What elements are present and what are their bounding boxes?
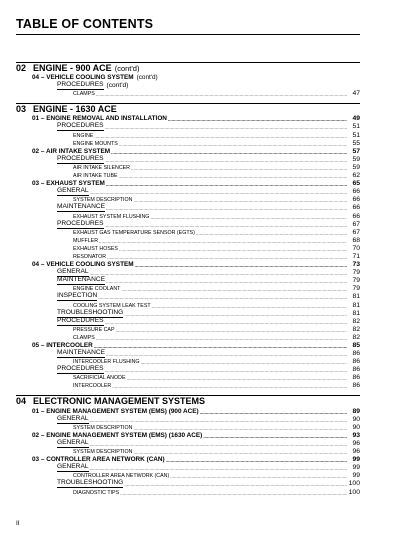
dot-leader [127, 376, 348, 382]
toc-entry-text [73, 229, 348, 237]
toc-entry-text [57, 220, 348, 229]
dot-leader [133, 450, 347, 456]
toc-entry-page: 68 [352, 236, 360, 244]
toc-entry-page: 81 [352, 309, 360, 317]
toc-entry-text [73, 172, 348, 180]
toc-entry-page: 86 [352, 382, 360, 390]
toc-entry-page: 49 [352, 115, 360, 123]
toc-entry[interactable] [16, 440, 360, 448]
toc-entry-text [57, 292, 348, 301]
toc-entry[interactable] [16, 464, 360, 472]
toc-entry-text [57, 479, 348, 488]
dot-leader [119, 142, 347, 148]
toc-entry-label: GENERAL [57, 268, 89, 276]
toc-entry-text [73, 374, 348, 382]
section-heading[interactable] [16, 103, 360, 115]
toc-entry-continued: (cont'd) [106, 82, 129, 90]
section-title: ENGINE - 900 ACE [33, 63, 112, 73]
toc-entry-page: 65 [352, 180, 360, 188]
toc-entry-page: 85 [352, 342, 360, 349]
toc-entry-label: MAINTENANCE [57, 276, 105, 284]
toc-entry[interactable] [16, 229, 360, 237]
toc-entry-label: RESONATOR [73, 253, 107, 260]
dot-leader [105, 158, 347, 164]
toc-entry-page: 81 [352, 301, 360, 309]
toc-entry-label: AIR INTAKE SILENCER [73, 164, 131, 171]
toc-entry-text [73, 245, 348, 253]
toc-entry-label: PROCEDURES [57, 365, 104, 373]
toc-entry-page: 51 [352, 131, 360, 139]
table-of-contents [16, 62, 360, 497]
toc-entry-text [57, 317, 348, 326]
toc-entry-label: ENGINE MOUNTS [73, 140, 118, 147]
toc-entry-text [57, 276, 348, 285]
toc-entry-text [57, 187, 348, 196]
toc-entry[interactable] [16, 382, 360, 390]
page-number: II [16, 520, 20, 527]
dot-leader [196, 231, 347, 237]
toc-entry-page: 86 [352, 374, 360, 382]
toc-section [16, 103, 360, 390]
dot-leader [116, 328, 347, 334]
toc-entry-label: EXHAUST GAS TEMPERATURE SENSOR (EGTS) [73, 229, 195, 236]
toc-entry-page: 70 [352, 244, 360, 252]
toc-entry[interactable] [16, 82, 360, 90]
toc-entry-page: 89 [352, 407, 360, 415]
toc-entry-page: 93 [352, 431, 360, 439]
toc-entry[interactable] [16, 334, 360, 342]
page-title: TABLE OF CONTENTS [16, 17, 154, 31]
toc-entry-label: MAINTENANCE [57, 349, 105, 357]
toc-entry-page: 73 [352, 261, 360, 269]
toc-entry[interactable] [16, 277, 360, 285]
section-number: 04 [16, 396, 27, 407]
dot-leader [105, 320, 347, 326]
toc-entry-page: 66 [352, 188, 360, 196]
toc-entry-page: 59 [352, 163, 360, 171]
toc-entry[interactable] [16, 237, 360, 245]
toc-entry-page: 66 [352, 204, 360, 212]
toc-entry-page: 82 [352, 333, 360, 341]
toc-entry-label: TROUBLESHOOTING [57, 479, 124, 487]
toc-entry-page: 57 [352, 147, 360, 155]
toc-section [16, 62, 360, 98]
toc-entry-page: 86 [352, 366, 360, 374]
toc-entry-page: 51 [352, 123, 360, 131]
toc-entry[interactable] [16, 424, 360, 432]
toc-entry-text [57, 122, 348, 131]
toc-entry-label: INTERCOOLER FLUSHING [73, 359, 140, 366]
toc-entry[interactable] [16, 156, 360, 164]
dot-leader [106, 279, 347, 285]
toc-entry-page: 55 [352, 139, 360, 147]
toc-entry-text [73, 424, 348, 432]
dot-leader [124, 482, 347, 488]
toc-entry-label: 04 – VEHICLE COOLING SYSTEM [32, 261, 134, 269]
toc-entry[interactable] [16, 172, 360, 180]
toc-entry-label: ENGINE COOLANT [73, 286, 121, 293]
toc-entry-text [57, 463, 348, 472]
toc-entry-page: 90 [352, 415, 360, 423]
toc-entry-continued: (cont'd) [136, 74, 158, 82]
toc-entry[interactable] [16, 366, 360, 374]
toc-entry-page: 79 [352, 285, 360, 293]
toc-entry-text [73, 253, 348, 261]
dot-leader [131, 166, 347, 172]
toc-entry-label: INTERCOOLER [73, 383, 112, 390]
toc-entry-page: 100 [348, 480, 360, 488]
toc-entry-page: 66 [352, 196, 360, 204]
toc-entry-label: PRESSURE CAP [73, 326, 115, 333]
toc-entry-page: 82 [352, 317, 360, 325]
toc-entry-page: 71 [352, 252, 360, 260]
toc-entry-label: AIR INTAKE TUBE [73, 173, 118, 180]
toc-entry-label: PROCEDURES [57, 154, 104, 162]
toc-entry-page: 67 [352, 228, 360, 236]
toc-entry[interactable] [16, 488, 360, 496]
toc-entry[interactable] [16, 374, 360, 382]
toc-entry-text [73, 140, 348, 148]
section-title: ELECTRONIC MANAGEMENT SYSTEMS [33, 396, 206, 407]
dot-leader [120, 491, 347, 497]
toc-entry-label: MAINTENANCE [57, 203, 105, 211]
toc-entry-page: 47 [352, 90, 360, 98]
toc-entry-label: CLAMPS [73, 334, 95, 341]
toc-entry-label: ENGINE [73, 132, 94, 139]
toc-entry[interactable] [16, 164, 360, 172]
toc-entry[interactable] [16, 416, 360, 424]
toc-entry-page: 86 [352, 358, 360, 366]
toc-entry[interactable] [16, 350, 360, 358]
toc-entry-label: PROCEDURES [57, 316, 104, 324]
toc-entry-text [57, 415, 348, 424]
dot-leader [98, 295, 347, 301]
section-number: 03 [16, 104, 27, 115]
toc-entry-text [57, 155, 348, 164]
dot-leader [99, 239, 347, 245]
toc-entry[interactable] [16, 204, 360, 212]
toc-entry-label: SYSTEM DESCRIPTION [73, 424, 133, 431]
toc-entry-page: 59 [352, 155, 360, 163]
toc-entry-label: 05 – INTERCOOLER [32, 342, 93, 349]
toc-entry-page: 66 [352, 212, 360, 220]
dot-leader [96, 336, 347, 342]
toc-entry-label: GENERAL [57, 438, 89, 446]
toc-entry-label: 03 – EXHAUST SYSTEM [32, 180, 105, 188]
toc-entry-text [73, 164, 348, 172]
toc-entry-label: 01 – ENGINE MANAGEMENT SYSTEM (EMS) (900 ACE) [32, 407, 199, 415]
title-divider [16, 34, 360, 35]
toc-entry-label: SYSTEM DESCRIPTION [73, 449, 133, 456]
dot-leader [106, 352, 347, 358]
dot-leader [105, 223, 347, 229]
toc-entry-label: CLAMPS [73, 91, 95, 98]
toc-entry-label: MUFFLER [73, 237, 99, 244]
toc-entry-text [57, 81, 348, 90]
toc-entry-label: GENERAL [57, 187, 89, 195]
dot-leader [96, 92, 347, 98]
toc-entry-page: 81 [352, 293, 360, 301]
dot-leader [90, 442, 347, 448]
dot-leader [107, 255, 347, 261]
toc-entry-label: PROCEDURES [57, 122, 104, 130]
toc-entry-page: 62 [352, 172, 360, 180]
dot-leader [90, 466, 347, 472]
toc-entry-text [57, 203, 348, 212]
toc-entry-label: EXHAUST HOSES [73, 245, 118, 252]
dot-leader [90, 190, 347, 196]
toc-entry-text [57, 365, 348, 374]
toc-entry-page: 96 [352, 448, 360, 456]
toc-entry-text [57, 439, 348, 448]
toc-entry-label: 02 – ENGINE MANAGEMENT SYSTEM (EMS) (1630 ACE) [32, 431, 203, 439]
toc-entry[interactable] [16, 123, 360, 131]
toc-entry[interactable] [16, 245, 360, 253]
toc-entry-label: PROCEDURES [57, 81, 104, 89]
dot-leader [119, 247, 347, 253]
toc-entry-page: 96 [352, 439, 360, 447]
toc-section [16, 395, 360, 496]
toc-entry[interactable] [16, 131, 360, 139]
dot-leader [112, 384, 347, 390]
toc-entry[interactable] [16, 318, 360, 326]
toc-entry[interactable] [16, 448, 360, 456]
toc-entry-text [73, 382, 348, 390]
toc-entry-page: 99 [352, 456, 360, 464]
toc-entry-label: PROCEDURES [57, 219, 104, 227]
toc-entry-text [73, 334, 348, 342]
toc-entry-label: 03 – CONTROLLER AREA NETWORK (CAN) [32, 456, 165, 464]
toc-entry-label: SYSTEM DESCRIPTION [73, 197, 133, 204]
dot-leader [119, 174, 347, 180]
dot-leader [133, 426, 347, 432]
toc-entry-label: 01 – ENGINE REMOVAL AND INSTALLATION [32, 115, 167, 123]
dot-leader [90, 418, 347, 424]
toc-entry-label: INSPECTION [57, 292, 98, 300]
toc-entry-label: CONTROLLER AREA NETWORK (CAN) [73, 473, 170, 480]
toc-entry-text [73, 326, 348, 334]
section-heading[interactable] [16, 62, 360, 74]
toc-entry[interactable] [16, 90, 360, 98]
toc-entry[interactable] [16, 293, 360, 301]
toc-entry-label: GENERAL [57, 414, 89, 422]
toc-entry-text [73, 448, 348, 456]
toc-entry-label: COOLING SYSTEM LEAK TEST [73, 302, 151, 309]
toc-entry-text [73, 237, 348, 245]
toc-entry-page: 86 [352, 350, 360, 358]
toc-entry-page: 100 [348, 488, 360, 496]
toc-entry-page: 79 [352, 269, 360, 277]
toc-entry[interactable] [16, 253, 360, 261]
toc-entry[interactable] [16, 140, 360, 148]
section-number: 02 [16, 63, 27, 73]
toc-entry[interactable] [16, 188, 360, 196]
toc-entry-label: GENERAL [57, 463, 89, 471]
toc-entry-label: 04 – VEHICLE COOLING SYSTEM [32, 74, 134, 82]
section-title: ENGINE - 1630 ACE [33, 104, 117, 115]
dot-leader [105, 125, 347, 131]
toc-entry-text [73, 489, 348, 497]
toc-entry-text [73, 90, 348, 98]
toc-entry-label: TROUBLESHOOTING [57, 308, 124, 316]
toc-entry-page: 82 [352, 325, 360, 333]
toc-entry-label: EXHAUST SYSTEM FLUSHING [73, 213, 150, 220]
toc-entry-text [73, 132, 348, 140]
section-heading[interactable] [16, 395, 360, 407]
section-continued: (cont'd) [114, 64, 140, 73]
toc-entry[interactable] [16, 221, 360, 229]
toc-entry-page: 99 [352, 472, 360, 480]
toc-entry-label: 02 – AIR INTAKE SYSTEM [32, 147, 111, 155]
toc-entry-page: 67 [352, 220, 360, 228]
dot-leader [105, 368, 347, 374]
toc-entry-label: SACRIFICIAL ANODE [73, 375, 126, 382]
toc-entry-label: DIAGNOSTIC TIPS [73, 489, 120, 496]
dot-leader [106, 206, 347, 212]
toc-entry-page: 90 [352, 423, 360, 431]
toc-entry-text [57, 349, 348, 358]
toc-entry-page: 79 [352, 277, 360, 285]
dot-leader [94, 134, 347, 140]
toc-entry[interactable] [16, 326, 360, 334]
toc-entry-page: 99 [352, 464, 360, 472]
toc-entry[interactable] [16, 480, 360, 488]
